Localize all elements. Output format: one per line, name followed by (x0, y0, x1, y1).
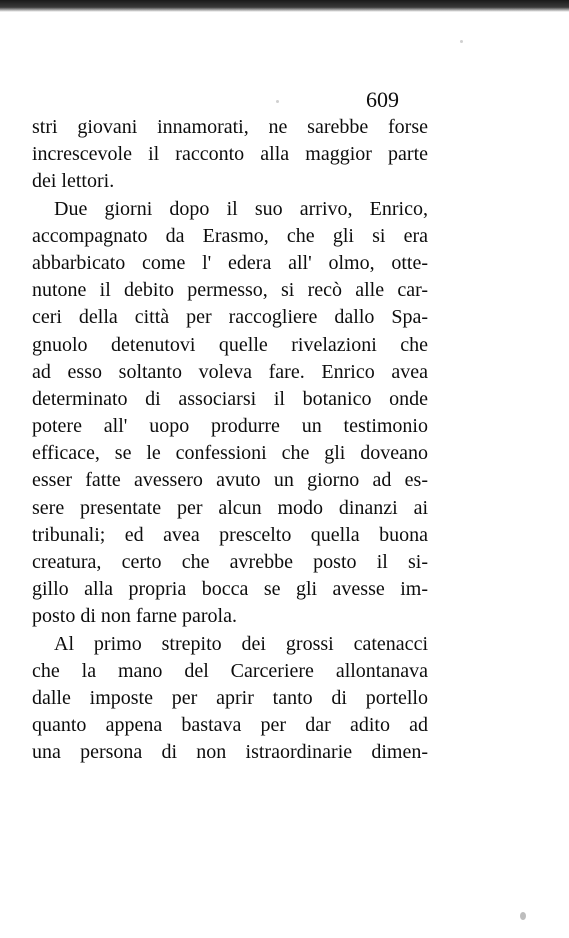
text-line: gnuolo detenutovi quelle rivelazioni che (32, 333, 428, 356)
text-line: potere all' uopo produrre un testimonio (32, 415, 428, 438)
text-line: creatura, certo che avrebbe posto il si- (32, 551, 428, 573)
scan-speck (460, 40, 463, 43)
text-line: stri giovani innamorati, ne sarebbe forse (32, 116, 428, 138)
text-line: posto di non farne parola. (32, 605, 237, 628)
text-line: una persona di non istraordinarie dimen- (32, 741, 428, 764)
text-line: gillo alla propria bocca se gli avesse im- (32, 578, 428, 601)
text-line: sere presentate per alcun modo dinanzi ai (32, 496, 428, 519)
text-line: nutone il debito permesso, si recò alle car- (32, 279, 428, 302)
page-number: 609 (366, 87, 399, 112)
text-line: ad esso soltanto voleva fare. Enrico avea (32, 360, 428, 383)
text-line: Al primo strepito dei grossi catenacci (54, 632, 428, 655)
body-text (32, 114, 428, 767)
text-line: ceri della città per raccogliere dallo Spa- (32, 306, 428, 329)
text-line: Due giorni dopo il suo arrivo, Enrico, (54, 197, 428, 220)
scan-top-edge (0, 0, 569, 12)
text-line: abbarbicato come l' edera all' olmo, otte- (32, 251, 428, 274)
text-line: efficace, se le confessioni che gli doveano (32, 442, 428, 465)
text-line: accompagnato da Erasmo, che gli si era (32, 224, 428, 247)
text-line: increscevole il racconto alla maggior parte (32, 143, 428, 166)
text-line: che la mano del Carceriere allontanava (32, 659, 428, 682)
text-line: quanto appena bastava per dar adito ad (32, 714, 428, 737)
text-line: determinato di associarsi il botanico onde (32, 387, 428, 410)
text-line: dei lettori. (32, 170, 115, 193)
scan-speck (276, 100, 279, 103)
text-line: esser fatte avessero avuto un giorno ad es- (32, 469, 428, 492)
text-line: dalle imposte per aprir tanto di portello (32, 686, 428, 709)
scan-speck (520, 912, 526, 920)
text-line: tribunali; ed avea prescelto quella buona (32, 523, 428, 546)
